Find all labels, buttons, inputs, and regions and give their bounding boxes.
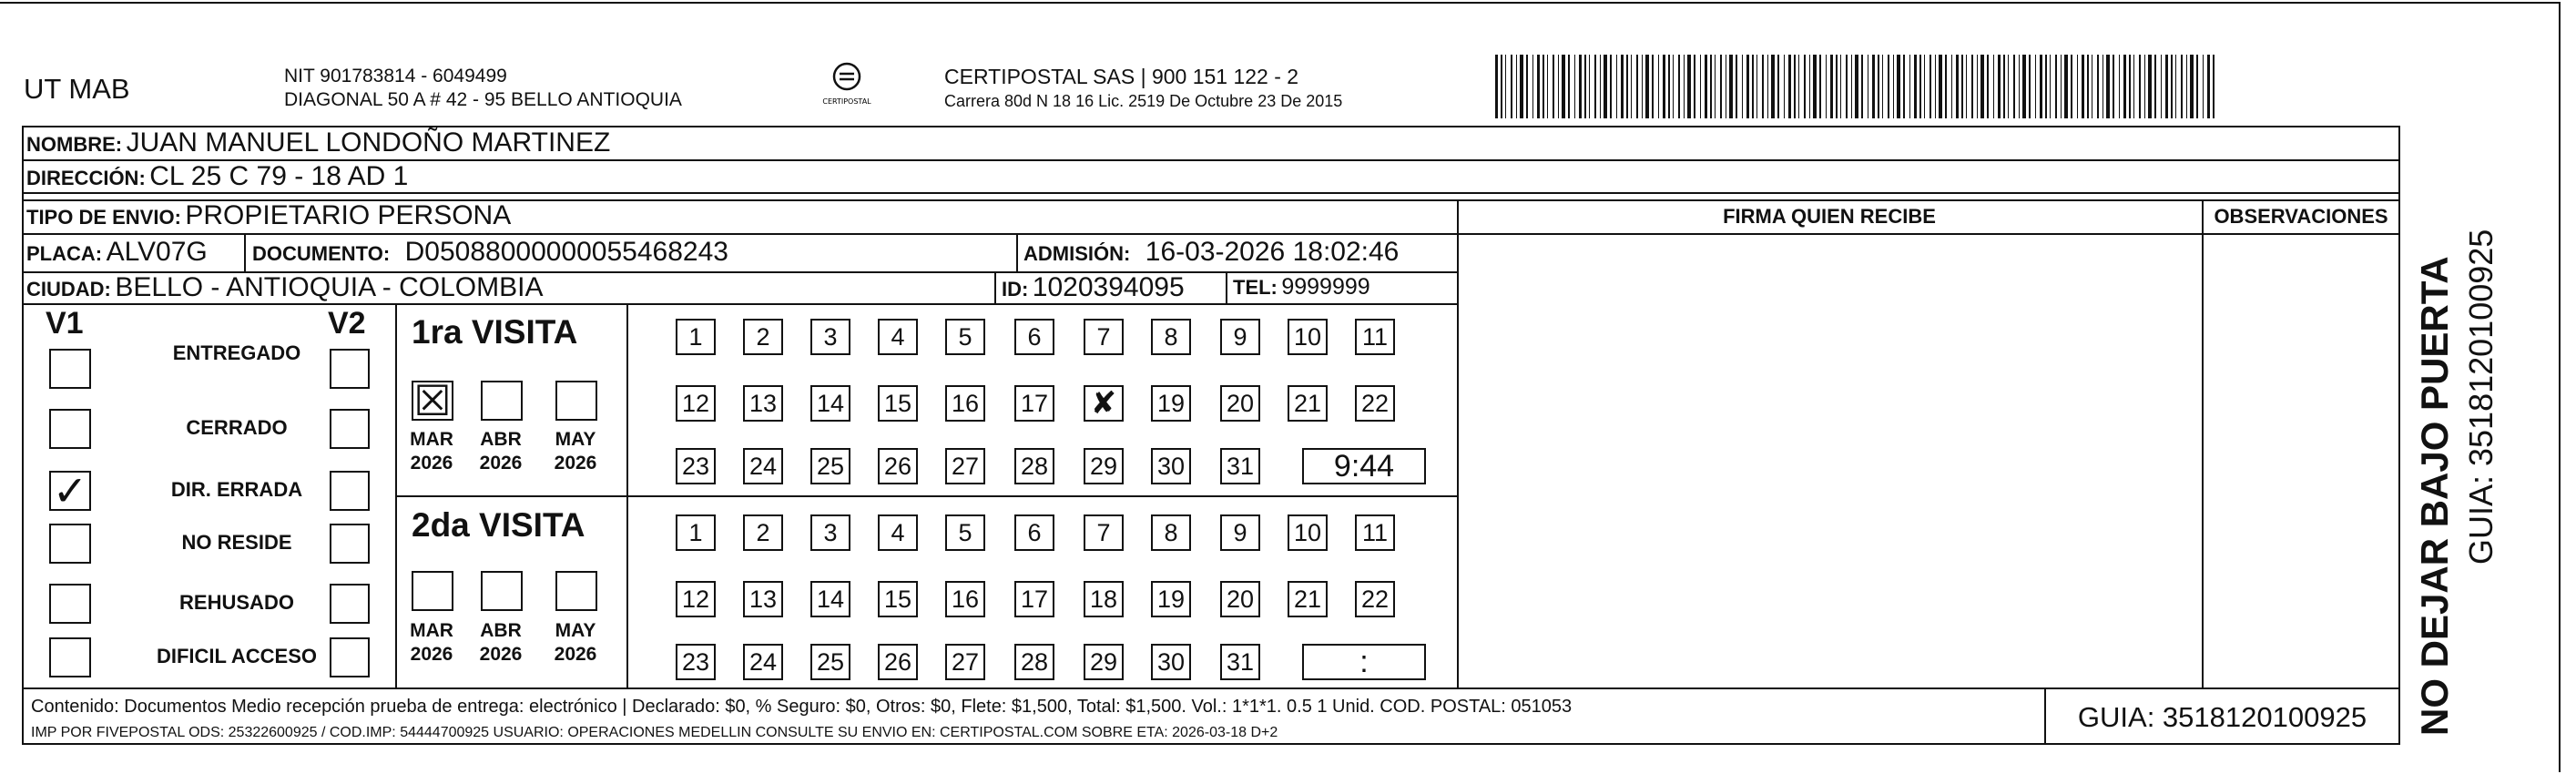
day-box[interactable]: 23 <box>676 448 716 484</box>
nombre-label: NOMBRE: <box>26 133 123 156</box>
day-box[interactable]: 25 <box>810 448 850 484</box>
status-option-label: REHUSADO <box>179 591 294 614</box>
barcode <box>1495 55 2224 118</box>
day-box[interactable]: 22 <box>1355 581 1395 617</box>
certipostal-logo <box>815 58 879 113</box>
nombre-row <box>26 127 610 158</box>
day-box[interactable]: 19 <box>1151 385 1191 422</box>
tel-value: 9999999 <box>1281 274 1370 300</box>
day-box[interactable]: 13 <box>743 385 783 422</box>
status-option-label: DIFICIL ACCESO <box>156 645 317 667</box>
day-box[interactable]: 4 <box>878 514 918 551</box>
day-box[interactable]: 7 <box>1084 514 1124 551</box>
day-box[interactable]: 3 <box>810 319 850 355</box>
documento-cell <box>252 237 728 268</box>
observaciones-header: OBSERVACIONES <box>2214 205 2388 228</box>
documento-label: DOCUMENTO: <box>252 242 391 265</box>
admision-label: ADMISIÓN: <box>1023 242 1131 265</box>
day-box[interactable]: 25 <box>810 644 850 680</box>
status-option-label: ENTREGADO <box>172 341 301 364</box>
day-box[interactable]: 14 <box>810 581 850 617</box>
svg-text:CERTIPOSTAL: CERTIPOSTAL <box>822 97 871 106</box>
direccion-value: CL 25 C 79 - 18 AD 1 <box>149 161 409 191</box>
placa-value: ALV07G <box>106 237 208 267</box>
day-box[interactable]: 6 <box>1014 514 1054 551</box>
day-box[interactable]: 8 <box>1151 514 1191 551</box>
id-value: 1020394095 <box>1032 272 1185 302</box>
day-box[interactable]: 1 <box>676 319 716 355</box>
day-box[interactable]: 24 <box>743 448 783 484</box>
v2-checkbox[interactable] <box>330 524 370 564</box>
day-box[interactable]: 23 <box>676 644 716 680</box>
day-box[interactable]: 31 <box>1220 644 1260 680</box>
tel-cell <box>1233 274 1370 300</box>
day-box[interactable]: 2 <box>743 319 783 355</box>
month-label: MAY 2026 <box>554 429 597 474</box>
side-guia: GUIA: 3518120100925 <box>2462 229 2500 565</box>
status-option-label: DIR. ERRADA <box>170 478 303 501</box>
id-label: ID: <box>1002 278 1029 300</box>
nombre-value: JUAN MANUEL LONDOÑO MARTINEZ <box>126 127 611 158</box>
v1-checkbox[interactable]: ✓ <box>49 471 91 511</box>
day-box[interactable]: 9 <box>1220 319 1260 355</box>
side-warning: NO DEJAR BAJO PUERTA <box>2413 256 2456 736</box>
visit2-title: 2da VISITA <box>412 506 585 544</box>
day-box[interactable]: 9 <box>1220 514 1260 551</box>
day-box[interactable]: 27 <box>945 644 985 680</box>
day-box[interactable]: 28 <box>1014 644 1054 680</box>
v2-checkbox[interactable] <box>330 471 370 511</box>
day-box[interactable]: 20 <box>1220 581 1260 617</box>
time-box[interactable]: : <box>1302 644 1426 680</box>
id-cell <box>1002 272 1185 303</box>
month-checkbox[interactable] <box>555 381 597 421</box>
day-box[interactable]: 15 <box>878 385 918 422</box>
observaciones-area[interactable] <box>2204 235 2398 686</box>
tipo-value: PROPIETARIO PERSONA <box>185 200 512 230</box>
v1-checkbox[interactable] <box>49 584 91 624</box>
month-checkbox[interactable] <box>555 571 597 611</box>
day-box[interactable]: 28 <box>1014 448 1054 484</box>
v1-checkbox[interactable] <box>49 409 91 449</box>
admision-cell <box>1023 237 1399 268</box>
day-box[interactable]: 21 <box>1288 385 1328 422</box>
v1-checkbox[interactable] <box>49 637 91 677</box>
day-box[interactable]: 26 <box>878 644 918 680</box>
placa-cell <box>26 237 208 268</box>
day-box[interactable]: 15 <box>878 581 918 617</box>
day-box[interactable]: 1 <box>676 514 716 551</box>
month-label: ABR 2026 <box>479 620 523 665</box>
firma-header: FIRMA QUIEN RECIBE <box>1723 205 1936 228</box>
month-checkbox[interactable] <box>481 571 523 611</box>
direccion-label: DIRECCIÓN: <box>26 167 146 189</box>
day-box[interactable]: 30 <box>1151 448 1191 484</box>
day-box[interactable]: 17 <box>1014 581 1054 617</box>
address-line: DIAGONAL 50 A # 42 - 95 BELLO ANTIOQUIA <box>284 89 682 110</box>
visit1-title: 1ra VISITA <box>412 313 578 351</box>
day-box[interactable]: 12 <box>676 385 716 422</box>
month-checkbox[interactable] <box>481 381 523 421</box>
month-label: MAR 2026 <box>410 429 453 474</box>
day-box[interactable]: 4 <box>878 319 918 355</box>
tipo-label: TIPO DE ENVIO: <box>26 206 181 229</box>
ciudad-label: CIUDAD: <box>26 278 111 300</box>
footer-guia: GUIA: 3518120100925 <box>2077 701 2367 733</box>
day-box[interactable]: 19 <box>1151 581 1191 617</box>
v2-label: V2 <box>328 306 366 341</box>
documento-value: D05088000000055468243 <box>404 237 728 267</box>
day-box[interactable]: 16 <box>945 581 985 617</box>
day-box[interactable]: 31 <box>1220 448 1260 484</box>
company-name: UT MAB <box>24 73 130 105</box>
day-box[interactable]: 2 <box>743 514 783 551</box>
day-box[interactable]: 14 <box>810 385 850 422</box>
footer-content-line: Contenido: Documentos Medio recepción prueba de entrega: electrónico | Declarado: $0, % Seguro: $0, Otros: $0, Flete: $1,500, Total: $1,500. Vol.: 1*1*1. 0.5 1 Unid. COD. POSTAL: 051053 <box>31 697 1573 717</box>
day-box[interactable]: 22 <box>1355 385 1395 422</box>
v2-checkbox[interactable] <box>330 584 370 624</box>
nit-line: NIT 901783814 - 6049499 <box>284 66 507 87</box>
day-box[interactable]: 29 <box>1084 448 1124 484</box>
day-box[interactable]: 6 <box>1014 319 1054 355</box>
day-box[interactable]: 18 <box>1084 581 1124 617</box>
day-box[interactable]: 11 <box>1355 514 1395 551</box>
day-box[interactable]: 17 <box>1014 385 1054 422</box>
day-box[interactable]: 16 <box>945 385 985 422</box>
ciudad-value: BELLO - ANTIOQUIA - COLOMBIA <box>115 272 544 302</box>
day-box[interactable]: 30 <box>1151 644 1191 680</box>
status-option-label: NO RESIDE <box>181 531 292 554</box>
day-box[interactable]: 27 <box>945 448 985 484</box>
day-box[interactable]: 10 <box>1288 514 1328 551</box>
month-checkbox[interactable] <box>412 571 453 611</box>
day-box[interactable]: 20 <box>1220 385 1260 422</box>
day-box[interactable]: 7 <box>1084 319 1124 355</box>
firma-area[interactable] <box>1459 235 2200 686</box>
right-edge <box>2559 2 2561 772</box>
month-label: MAR 2026 <box>410 620 453 665</box>
v2-checkbox[interactable] <box>330 349 370 389</box>
day-box[interactable]: 13 <box>743 581 783 617</box>
v2-checkbox[interactable] <box>330 409 370 449</box>
day-box[interactable]: 29 <box>1084 644 1124 680</box>
month-checkbox[interactable]: ☒ <box>412 381 453 421</box>
month-label: MAY 2026 <box>554 620 597 665</box>
day-box[interactable]: 12 <box>676 581 716 617</box>
day-box[interactable]: 5 <box>945 514 985 551</box>
status-option-label: CERRADO <box>186 416 288 439</box>
day-box[interactable]: 10 <box>1288 319 1328 355</box>
admision-value: 16-03-2026 18:02:46 <box>1145 237 1400 267</box>
tel-label: TEL: <box>1233 276 1278 299</box>
v1-label: V1 <box>46 306 84 341</box>
ciudad-cell <box>26 272 543 303</box>
carrier-line: CERTIPOSTAL SAS | 900 151 122 - 2 <box>944 65 1299 88</box>
v2-checkbox[interactable] <box>330 637 370 677</box>
month-label: ABR 2026 <box>479 429 523 474</box>
day-box[interactable]: 24 <box>743 644 783 680</box>
day-box[interactable]: 3 <box>810 514 850 551</box>
license-line: Carrera 80d N 18 16 Lic. 2519 De Octubre 23 De 2015 <box>944 92 1343 110</box>
v1-checkbox[interactable] <box>49 524 91 564</box>
time-box[interactable]: 9:44 <box>1302 448 1426 484</box>
day-box[interactable]: 8 <box>1151 319 1191 355</box>
day-box[interactable]: 26 <box>878 448 918 484</box>
day-box[interactable]: 5 <box>945 319 985 355</box>
top-edge <box>0 2 2561 4</box>
footer-imp-line: IMP POR FIVEPOSTAL ODS: 25322600925 / COD.IMP: 54444700925 USUARIO: OPERACIONES MEDELLIN CONSULTE SU ENVIO EN: CERTIPOSTAL.COM SOBRE ETA: 2026-03-18 D+2 <box>31 725 1278 740</box>
day-box[interactable]: 21 <box>1288 581 1328 617</box>
day-box[interactable]: ✘ <box>1084 385 1124 422</box>
tipo-row <box>26 200 511 231</box>
direccion-row <box>26 161 408 192</box>
day-box[interactable]: 11 <box>1355 319 1395 355</box>
v1-checkbox[interactable] <box>49 349 91 389</box>
placa-label: PLACA: <box>26 242 103 265</box>
